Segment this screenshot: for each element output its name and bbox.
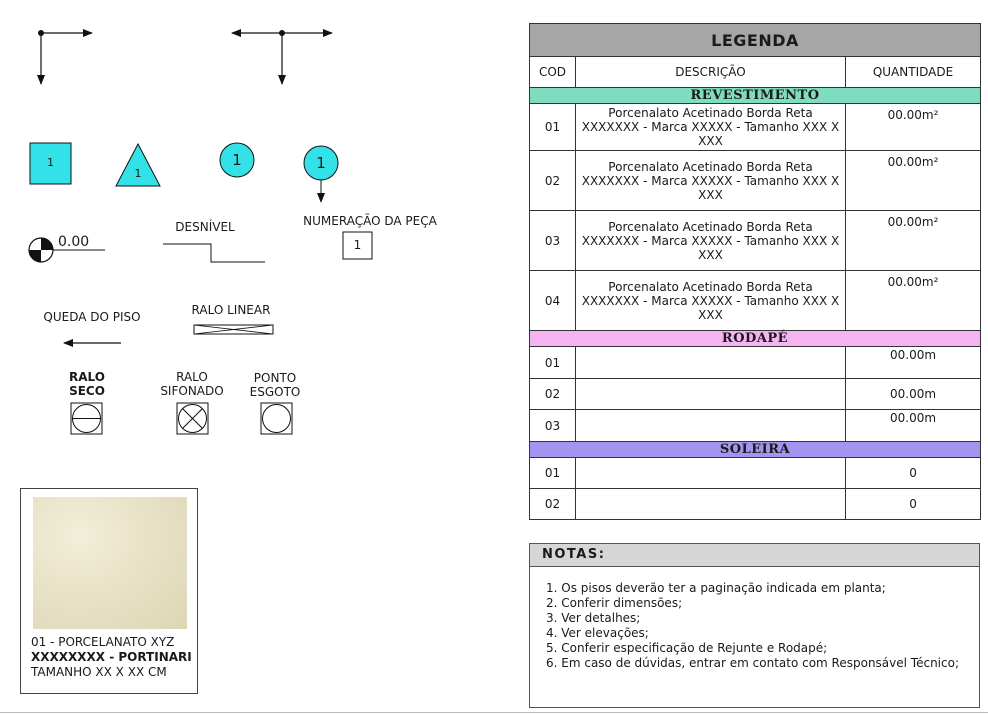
section-soleira: SOLEIRA [530, 442, 981, 458]
material-sample-card [20, 488, 198, 694]
material-sample-image [33, 497, 187, 629]
level-value: 0.00 [58, 234, 90, 250]
circle-marker-number: 1 [232, 151, 242, 169]
note-item: 1. Os pisos deverão ter a paginação indicada em planta; [546, 581, 886, 595]
note-item: 2. Conferir dimensões; [546, 596, 683, 610]
ralo-seco-label: RALO SECO [69, 370, 105, 398]
notes-title: NOTAS: [530, 544, 979, 567]
row-cod: 03 [530, 211, 576, 271]
note-item: 5. Conferir especificação de Rejunte e Rodapé; [546, 641, 828, 655]
row-cod: 01 [530, 458, 576, 489]
ponto-esgoto-icon [261, 403, 292, 434]
row-desc: Porcenalato Acetinado Borda Reta XXXXXXX - Marca XXXXX - Tamanho XXX X XXX [576, 211, 846, 271]
sample-line-3: TAMANHO XX X XX CM [31, 665, 167, 679]
row-qty: 00.00m² [846, 211, 981, 271]
row-qty: 00.00m² [846, 151, 981, 211]
legend-table [529, 23, 981, 520]
row-desc [576, 410, 846, 442]
table-row [530, 489, 981, 520]
triangle-marker-number: 1 [134, 167, 142, 180]
note-item: 4. Ver elevações; [546, 626, 649, 640]
row-qty: 0 [846, 458, 981, 489]
section-rodape: RODAPÉ [530, 331, 981, 347]
table-row [530, 211, 981, 271]
row-desc [576, 458, 846, 489]
note-item: 3. Ver detalhes; [546, 611, 641, 625]
row-desc: Porcenalato Acetinado Borda Reta XXXXXXX - Marca XXXXX - Tamanho XXX X XXX [576, 104, 846, 151]
ralo-sifonado-label: RALO SIFONADO [160, 370, 224, 398]
row-desc [576, 379, 846, 410]
section-revestimento: REVESTIMENTO [530, 88, 981, 104]
row-desc: Porcenalato Acetinado Borda Reta XXXXXXX - Marca XXXXX - Tamanho XXX X XXX [576, 151, 846, 211]
header-cod: COD [530, 57, 576, 88]
ralo-linear-icon [194, 325, 273, 334]
square-marker-number: 1 [47, 156, 54, 169]
row-cod: 02 [530, 489, 576, 520]
row-qty: 0 [846, 489, 981, 520]
page-divider [0, 712, 988, 713]
desnivel-label: DESNÍVEL [175, 220, 235, 234]
ralo-linear-label: RALO LINEAR [191, 303, 271, 317]
table-row [530, 410, 981, 442]
corner-arrow-icon [38, 30, 92, 84]
sample-line-2: XXXXXXXX - PORTINARI [31, 650, 192, 664]
row-desc [576, 347, 846, 379]
tee-arrow-icon [232, 30, 332, 84]
row-cod: 02 [530, 379, 576, 410]
table-row [530, 271, 981, 331]
table-row [530, 347, 981, 379]
peca-number: 1 [353, 238, 362, 252]
row-qty: 00.00m² [846, 104, 981, 151]
ralo-seco-icon [71, 403, 102, 434]
table-row [530, 379, 981, 410]
legend-title: LEGENDA [530, 24, 981, 57]
header-quantidade: QUANTIDADE [846, 57, 981, 88]
notes-box [529, 543, 980, 708]
circle-arrow-marker-number: 1 [316, 154, 326, 172]
note-item: 6. Em caso de dúvidas, entrar em contato com Responsável Técnico; [546, 656, 959, 670]
ponto-esgoto-label: PONTO ESGOTO [249, 371, 301, 399]
row-cod: 01 [530, 347, 576, 379]
sample-line-1: 01 - PORCELANATO XYZ [31, 635, 175, 649]
material-sample-caption [31, 635, 192, 680]
row-qty: 00.00m [846, 347, 981, 379]
row-qty: 00.00m [846, 379, 981, 410]
numeracao-peca-label: NUMERAÇÃO DA PEÇA [303, 214, 437, 228]
row-desc [576, 489, 846, 520]
row-qty: 00.00m [846, 410, 981, 442]
table-row [530, 104, 981, 151]
header-descricao: DESCRIÇÃO [576, 57, 846, 88]
row-cod: 04 [530, 271, 576, 331]
desnivel-line-icon [163, 244, 265, 262]
ralo-sifonado-icon [177, 403, 208, 434]
row-desc: Porcenalato Acetinado Borda Reta XXXXXXX - Marca XXXXX - Tamanho XXX X XXX [576, 271, 846, 331]
queda-do-piso-label: QUEDA DO PISO [43, 310, 141, 324]
row-cod: 02 [530, 151, 576, 211]
row-cod: 03 [530, 410, 576, 442]
notes-list [530, 567, 979, 671]
row-qty: 00.00m² [846, 271, 981, 331]
row-cod: 01 [530, 104, 576, 151]
table-row [530, 458, 981, 489]
table-row [530, 151, 981, 211]
